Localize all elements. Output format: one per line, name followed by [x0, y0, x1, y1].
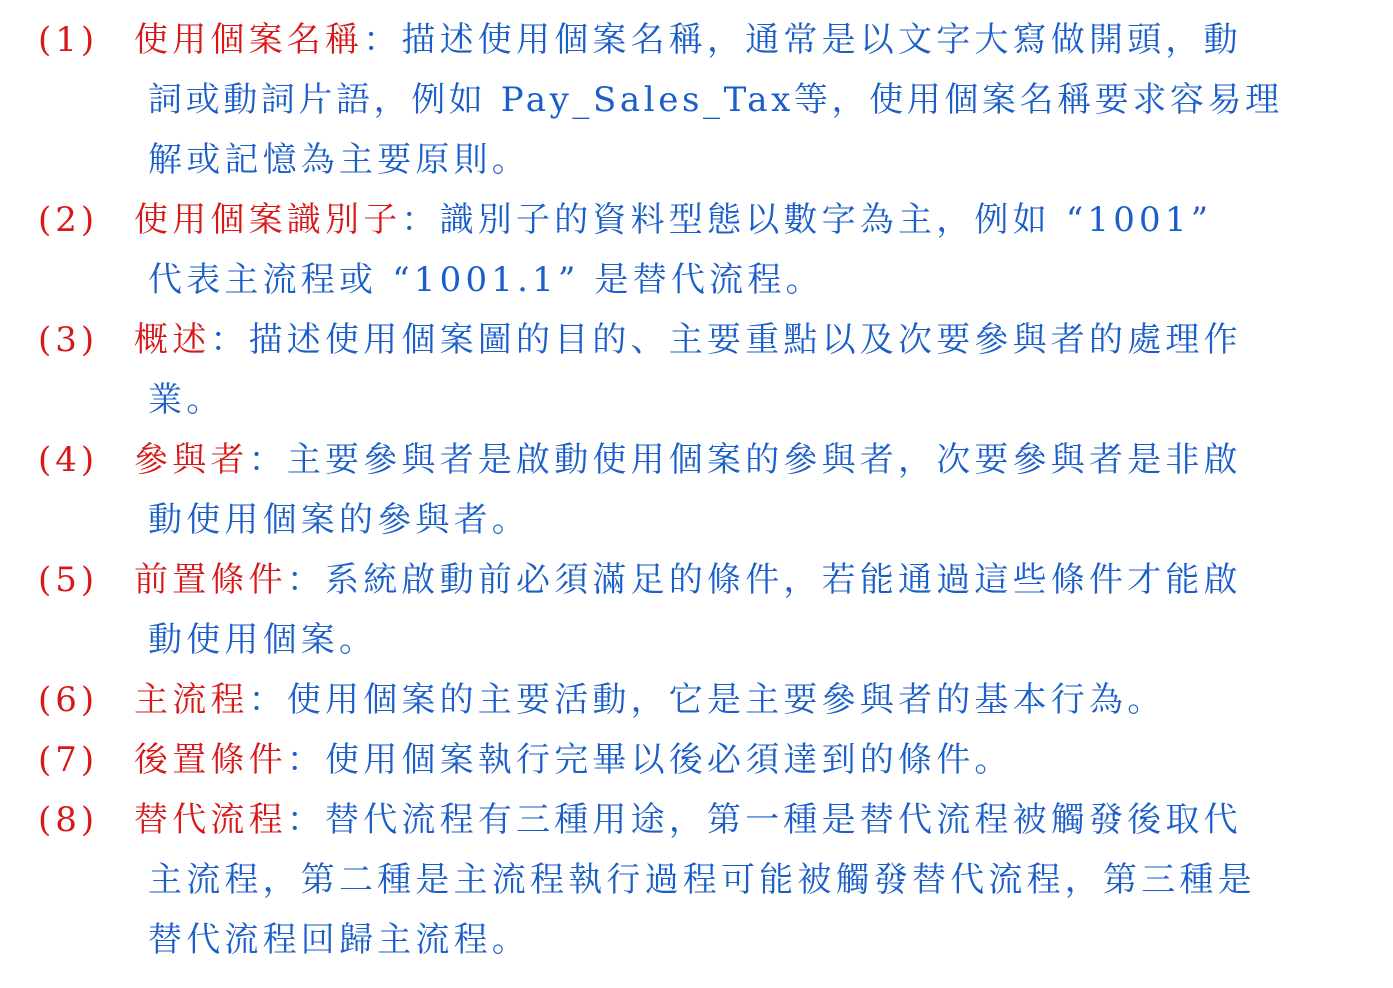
item-text: 識別子的資料型態以數字為主，例如 “1001” — [439, 200, 1213, 240]
item-colon: ： — [210, 320, 249, 360]
item-colon: ： — [286, 800, 326, 840]
item-term: 主流程 — [134, 680, 249, 720]
item-term: 替代流程 — [134, 800, 287, 840]
item-first-line — [134, 438, 1242, 482]
item-text: 描述使用個案名稱，通常是以文字大寫做開頭，動 — [401, 20, 1242, 60]
item-text: 使用個案的主要活動，它是主要參與者的基本行為。 — [286, 680, 1166, 720]
item-term: 使用個案名稱 — [134, 20, 364, 60]
item-term: 前置條件 — [134, 560, 287, 600]
item-term: 使用個案識別子 — [134, 200, 402, 240]
item-continuation-line: 動使用個案的參與者。 — [148, 500, 530, 540]
item-number: (6) — [38, 680, 99, 720]
item-number: (2) — [38, 200, 99, 240]
item-text: 描述使用個案圖的目的、主要重點以及次要參與者的處理作 — [248, 320, 1242, 360]
item-first-line — [134, 558, 1242, 602]
item-number: (5) — [38, 560, 99, 600]
item-first-line — [134, 738, 1013, 782]
item-first-line — [134, 678, 1165, 722]
item-number: (3) — [38, 320, 99, 360]
item-continuation-line: 替代流程回歸主流程。 — [148, 920, 530, 960]
item-first-line — [134, 318, 1242, 362]
item-colon: ： — [401, 200, 440, 240]
item-term: 概述 — [134, 320, 211, 360]
item-text: 使用個案執行完畢以後必須達到的條件。 — [325, 740, 1013, 780]
item-number: (7) — [38, 740, 99, 780]
item-colon: ： — [286, 560, 326, 600]
item-continuation-line: 動使用個案。 — [148, 620, 378, 660]
item-continuation-line: 解或記憶為主要原則。 — [148, 140, 530, 180]
item-colon: ： — [248, 440, 287, 480]
item-continuation-line: 主流程，第二種是主流程執行過程可能被觸發替代流程，第三種是 — [148, 860, 1256, 900]
item-first-line — [134, 798, 1242, 842]
item-continuation-line: 代表主流程或 “1001.1” 是替代流程。 — [148, 260, 824, 300]
item-term: 參與者 — [134, 440, 249, 480]
item-number: (1) — [38, 20, 99, 60]
item-colon: ： — [248, 680, 287, 720]
item-first-line — [134, 18, 1242, 62]
item-text: 系統啟動前必須滿足的條件，若能通過這些條件才能啟 — [325, 560, 1242, 600]
item-colon: ： — [363, 20, 402, 60]
item-colon: ： — [286, 740, 326, 780]
item-number: (8) — [38, 800, 99, 840]
item-term: 後置條件 — [134, 740, 287, 780]
item-number: (4) — [38, 440, 99, 480]
item-text: 替代流程有三種用途，第一種是替代流程被觸發後取代 — [325, 800, 1242, 840]
item-first-line — [134, 198, 1212, 242]
item-continuation-line: 業。 — [148, 380, 225, 420]
item-text: 主要參與者是啟動使用個案的參與者，次要參與者是非啟 — [286, 440, 1242, 480]
item-continuation-line: 詞或動詞片語，例如 Pay_Sales_Tax等，使用個案名稱要求容易理 — [148, 80, 1283, 120]
